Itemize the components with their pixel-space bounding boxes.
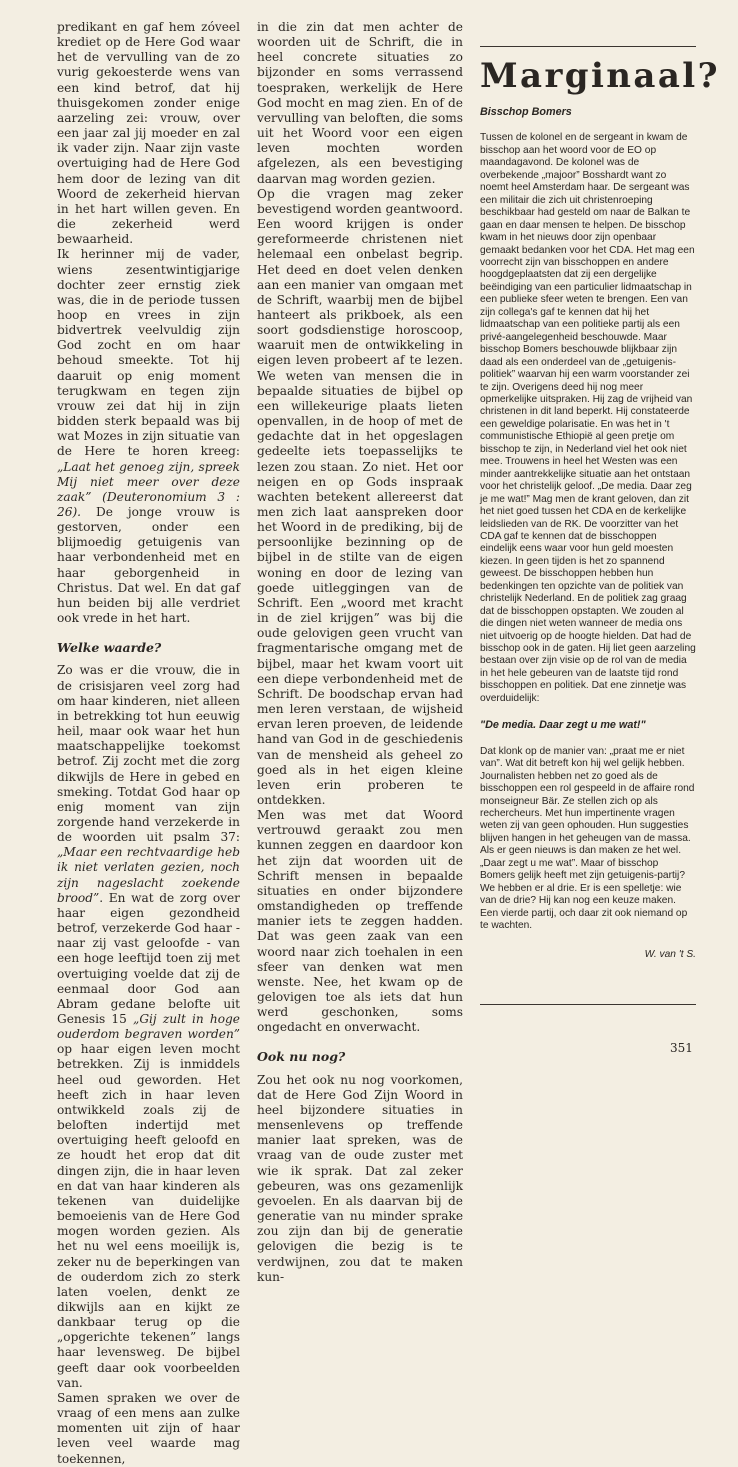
column-divider-bottom bbox=[480, 1004, 696, 1005]
column-midheading: "De media. Daar zegt u me wat!" bbox=[480, 719, 646, 732]
section-heading-welke-waarde: Welke waarde? bbox=[57, 640, 162, 656]
column-subheading: Bisschop Bomers bbox=[480, 106, 572, 118]
text-run: Zo was er die vrouw, die in de crisisjaren veel zorg had om haar kinderen, niet alleen in betrekking tot hun eeuwig heil, maar ook waar het hun maatschappelijke toekomst betrof. Zij zocht met die zorg dikwijls de Here in gebed en smeking. Totdat God haar op enig moment van zijn zorgende hand verzekerde in de woorden uit psalm 37: bbox=[57, 663, 240, 845]
page-number: 351 bbox=[670, 1041, 693, 1055]
article-column-middle bbox=[257, 20, 463, 1285]
article-column-left bbox=[57, 20, 240, 1467]
marginaal-column bbox=[480, 46, 720, 961]
text-run: Ik herinner mij de vader, wiens zesentwintigjarige dochter zeer ernstig ziek was, die in de periode tussen hoop en vrees in zijn bidvertrek veelvuldig zijn God zocht en om haar behoud smeekte. Tot hij daaruit op enig moment terugkwam en tegen zijn vrouw zei dat hij in zijn bidden sterk bepaald was bij wat Mozes in zijn situatie van de Here te horen kreeg: bbox=[57, 247, 240, 459]
paragraph: Zou het ook nu nog voorkomen, dat de Here God Zijn Woord in heel bijzondere situaties in mensenlevens op treffende manier laat spreken, was de vraag van de oude zuster met wie ik sprak. Dat zal zeker gebeuren, was ons gezamenlijk gevoelen. En als daarvan bij de generatie van nu minder sprake zou zijn dan bij de generatie gelovigen die bezig is te verdwijnen, zou dat te maken kun- bbox=[257, 1072, 463, 1284]
section-heading-ook-nu-nog: Ook nu nog? bbox=[257, 1049, 346, 1065]
bible-quote: „Laat het genoeg zijn, spreek Mij niet meer over deze zaak” (Deuteronomium 3 : 26). bbox=[57, 459, 240, 519]
bible-quote: „Gij zult in hoge ouderdom begraven worden” bbox=[57, 1012, 240, 1042]
paragraph bbox=[57, 663, 240, 1391]
text-run: De jonge vrouw is gestorven, onder een blijmoedig getuigenis van haar verbondenheid met en haar geborgenheid in Christus. Dat wel. En dat gaf hun beiden bij alle verdriet ook vrede in het hart. bbox=[57, 505, 240, 626]
bible-quote: „Maar een rechtvaardige heb ik niet verlaten gezien, noch zijn nageslacht zoekende brood” bbox=[57, 845, 240, 905]
paragraph: Samen spraken we over de vraag of een mens aan zulke momenten uit zijn of haar leven veel waarde mag toekennen, bbox=[57, 1390, 240, 1466]
text-run: . En wat de zorg over haar eigen gezondheid betrof, verzekerde God haar - naar zij vast geloofde - van een hoge leeftijd toen zij met overtuiging voelde dat zij de eenmaal door God aan Abram gedane belofte uit Genesis 15 bbox=[57, 890, 240, 1026]
paragraph: Dat klonk op de manier van: „praat me er niet van”. Wat dit betreft kon hij wel gelijk hebben. Journalisten hebben net zo goed als de bisschoppen een rol gespeeld in de affaire rond monseigneur Bär. Ze stellen zich op als rechercheurs. Met hun impertinente vragen weten zij van geen ophouden. Hun suggesties blijven hangen in het geheugen van de massa. Als er geen nieuws is dan maken ze het wel. „Daar zegt u me wat”. Maar of bisschop Bomers gelijk heeft met zijn getuigenis-partij? We hebben er al drie. Er is een spelletje: wie van de drie? Hij kan nog een keuze maken. Een vierde partij, och daar zit ook niemand op te wachten. bbox=[480, 745, 695, 932]
paragraph: Men was met dat Woord vertrouwd geraakt zou men kunnen zeggen en daardoor kon het zijn dat woorden uit de Schrift mensen in bepaalde situaties en onder bijzondere omstandigheden op treffende manier iets te zeggen hadden. Dat was geen zaak van een woord naar zich toehalen in een sfeer van denken wat men wenste. Nee, het kwam op de gelovigen toe als iets dat hun werd geschonken, soms ongedacht en onverwacht. bbox=[257, 808, 463, 1035]
paragraph: Tussen de kolonel en de sergeant in kwam de bisschop aan het woord voor de EO op maandagavond. De kolonel was de overbekende „majoor” Bosshardt want zo noemt heel Amsterdam haar. De sergeant was een militair die zich uit christenroeping beschikbaar had gesteld om naar de Balkan te gaan en daar mensen te helpen. De bisschop kwam in het nieuws door zijn openbaar gemaakt bedanken voor het CDA. Het mag een voorrecht zijn van bisschoppen en andere hoogdgeplaatsten dat zij een dergelijke beëindiging van een particulier lidmaatschap in een publieke sfeer weten te brengen. Een van zijn collega's gaf te kennen dat hij het lidmaatschap van een politieke partij als een privé-aangelegenheid beschouwde. Maar bisschop Bomers beschouwde blijkbaar zijn daad als een onderdeel van de „getuigenis-politiek” waarvan hij een warm voorstander zei te zijn. Overigens deed hij nog meer opmerkelijke uitspraken. Hij zag de vrijheid van christenen in dit land beperkt. Hij constateerde een geweldige polarisatie. En was het in 't communistische Ethiopië al geen pretje om bisschop te zijn, in Nederland viel het ook niet mee. Trouwens in heel het Westen was een minder aantrekkelijke situatie aan het ontstaan voor het christelijk geloof. „De media. Daar zeg je me wat!” Mag men de krant geloven, dan zit het niet goed tussen het CDA en de kerkelijke leidslieden van de RK. De voorzitter van het CDA gaf te kennen dat de bisschoppen eindelijk eens waar voor hun geld moesten kiezen. In geen tijden is het zo spannend geweest. De bisschoppen hebben hun bedenkingen ten opzichte van de politiek van christelijk Nederland. En de politiek zag graag dat de bisschoppen opstapten. We zouden al die dingen niet weten wanneer de media ons niet uitvoerig op de hoogte hielden. Dat had de bisschop ook in de gaten. Hij liet geen aarzeling bestaan over zijn visie op de rol van de media in het hele gebeuren van de laatste tijd rond bisschoppen en politiek. Dat ene zinnetje was overduidelijk: bbox=[480, 132, 696, 704]
text-run: op haar eigen leven mocht betrekken. Zij is inmiddels heel oud geworden. Het heeft zich in haar leven ontwikkeld zoals zij de beloften indertijd met overtuiging heeft geloofd en ze houdt het erop dat dit dingen zijn, die in haar leven en dat van haar kinderen als tekenen van duidelijke bemoeienis van de Here God mogen worden gezien. Als het nu wel eens moeilijk is, zeker nu de beperkingen van de ouderdom zich zo sterk laten voelen, denkt ze dikwijls aan en kijkt ze dankbaar terug op die „opgerichte tekenen” langs haar levensweg. De bijbel geeft daar ook voorbeelden van. bbox=[57, 1042, 240, 1390]
paragraph: Op die vragen mag zeker bevestigend worden geantwoord. Een woord krijgen is onder gereformeerde christenen niet helemaal een onbelast begrip. Het deed en doet velen denken aan een manier van omgaan met de Schrift, waarbij men de bijbel hanteert als prikboek, als een soort godsdienstige horoscoop, waaruit men de ontwikkeling in eigen leven probeert af te lezen. We weten van mensen die in bepaalde situaties de bijbel op een willekeurige plaats lieten openvallen, in de hoop of met de gedachte dat in het opgeslagen gedeelte iets toepasselijks te lezen zou staan. Zo niet. Het oor neigen en op Gods inspraak wachten betekent allereerst dat men zich laat aanspreken door het Woord in de prediking, bij de persoonlijke bezinning op de bijbel in de stilte van de eigen woning en door de lezing van goede uitleggingen van de Schrift. Een „woord met kracht in de ziel krijgen” was bij die oude gelovigen geen vrucht van fragmentarische omgang met de bijbel, maar het kwam voort uit een diepe verbondenheid met de Schrift. De boodschap ervan had men leren verstaan, de wijsheid ervan leren proeven, de leidende hand van God in de geschiedenis van de mensheid als geheel zo goed als in het eigen kleine leven erin proberen te ontdekken. bbox=[257, 186, 463, 807]
author-signature: W. van 't S. bbox=[644, 948, 696, 960]
paragraph bbox=[57, 247, 240, 626]
paragraph: in die zin dat men achter de woorden uit de Schrift, die in heel concrete situaties zo bijzonder en soms verrassend toespraken, werkelijk de Here God mocht en mag zien. En of de vervulling van beloften, die soms uit het Woord voor een eigen leven mochten worden afgelezen, als een bevestiging daarvan mag worden gezien. bbox=[257, 20, 463, 186]
paragraph: predikant en gaf hem zóveel krediet op de Here God waar het de vervulling van de zo vurig gekoesterde wens van een kind betrof, dat hij thuisgekomen zonder enige aarzeling zei: vrouw, over een jaar zal jij moeder en zal ik vader zijn. Naar zijn vaste overtuiging had de Here God hem door de lezing van dit Woord de zekerheid hiervan in het hart willen geven. En die zekerheid werd bewaarheid. bbox=[57, 20, 240, 247]
column-title: Marginaal? bbox=[480, 56, 720, 96]
